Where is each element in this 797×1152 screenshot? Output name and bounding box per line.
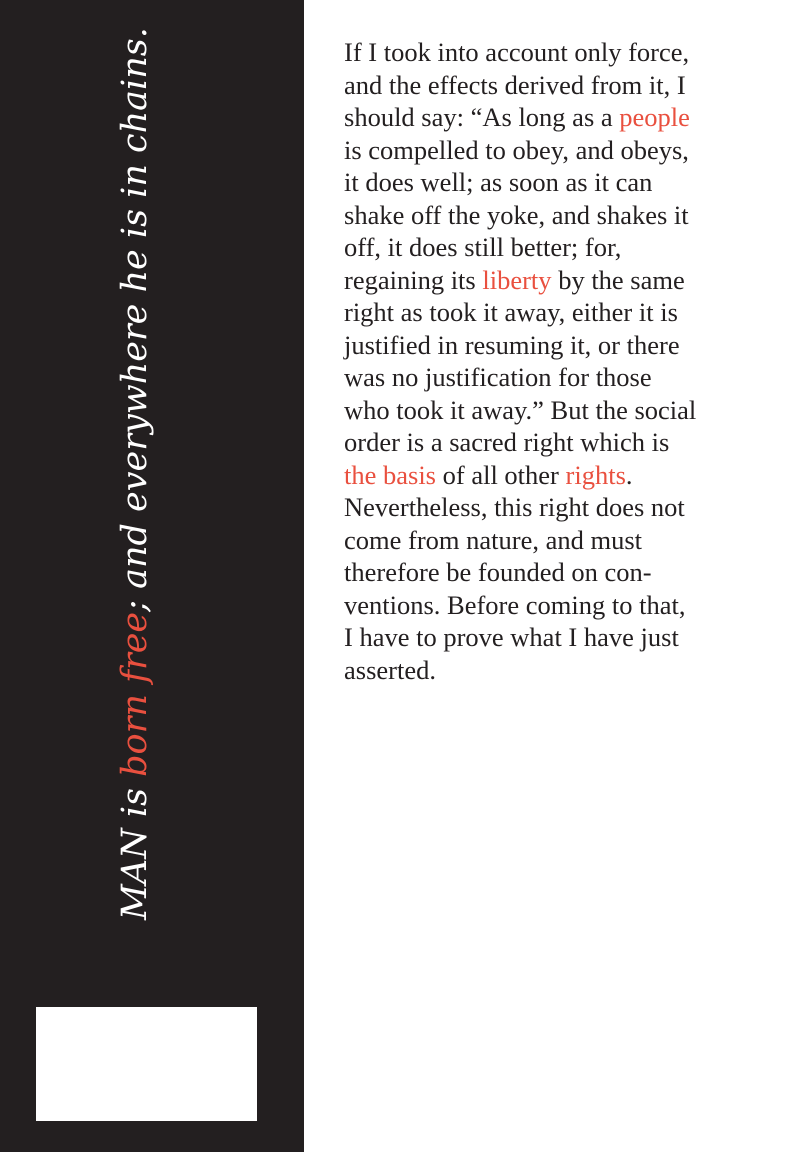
text-segment: right as took it away, either it is: [344, 297, 678, 327]
text-segment: If I took into account only force,: [344, 37, 690, 67]
text-segment: it does well; as soon as it can: [344, 167, 653, 197]
text-segment: regaining its: [344, 264, 483, 295]
blank-label-box: [36, 1007, 257, 1121]
text-segment: Nevertheless, this right does not: [344, 492, 685, 522]
quote-part-1: MAN is: [115, 776, 155, 920]
quote-part-2: ; and everywhere he is in chains.: [115, 27, 155, 612]
text-segment: is compelled to obey, and obeys,: [344, 134, 689, 165]
text-segment: of all other: [436, 459, 566, 490]
text-segment: asserted.: [344, 654, 436, 685]
text-segment: therefore be founded on con-: [344, 557, 652, 587]
passage-line: [344, 426, 764, 459]
highlighted-word: people: [619, 102, 690, 132]
text-segment: ventions. Before coming to that,: [344, 589, 686, 620]
passage-line: [344, 166, 764, 199]
dark-side-panel: [0, 0, 304, 1152]
passage-line: [344, 69, 764, 102]
passage-line: [344, 654, 764, 687]
text-segment: shake off the yoke, and shakes it: [344, 199, 689, 230]
highlighted-word: the basis: [344, 459, 436, 490]
passage-line: [344, 134, 764, 167]
passage-line: [344, 524, 764, 557]
passage-line: [344, 296, 764, 329]
text-segment: .: [625, 459, 633, 490]
text-segment: off, it does still better; for,: [344, 232, 622, 262]
passage-line: [344, 36, 764, 69]
passage-line: [344, 101, 764, 134]
passage-line: [344, 556, 764, 589]
text-segment: I have to prove what I have just: [344, 622, 679, 652]
passage-line: [344, 231, 764, 264]
text-segment: and the effects derived from it, I: [344, 69, 686, 100]
text-segment: by the same: [551, 264, 685, 295]
passage-line: [344, 459, 764, 492]
text-segment: justified in resuming it, or there: [344, 329, 680, 360]
passage-line: [344, 329, 764, 362]
passage-line: [344, 589, 764, 622]
text-segment: order is a sacred right which is: [344, 427, 670, 457]
text-segment: come from nature, and must: [344, 524, 643, 555]
passage-line: [344, 491, 764, 524]
text-segment: who took it away.” But the social: [344, 394, 697, 425]
highlighted-word: rights: [565, 459, 626, 490]
text-segment: should say: “As long as a: [344, 102, 620, 132]
passage-line: [344, 621, 764, 654]
passage-line: [344, 264, 764, 297]
passage-line: [344, 394, 764, 427]
passage-line: [344, 361, 764, 394]
passage-text: [344, 36, 764, 686]
passage-line: [344, 199, 764, 232]
vertical-quote: [115, 27, 155, 920]
text-segment: was no justification for those: [344, 362, 652, 392]
quote-highlight: born free: [115, 611, 155, 777]
highlighted-word: liberty: [482, 264, 552, 295]
